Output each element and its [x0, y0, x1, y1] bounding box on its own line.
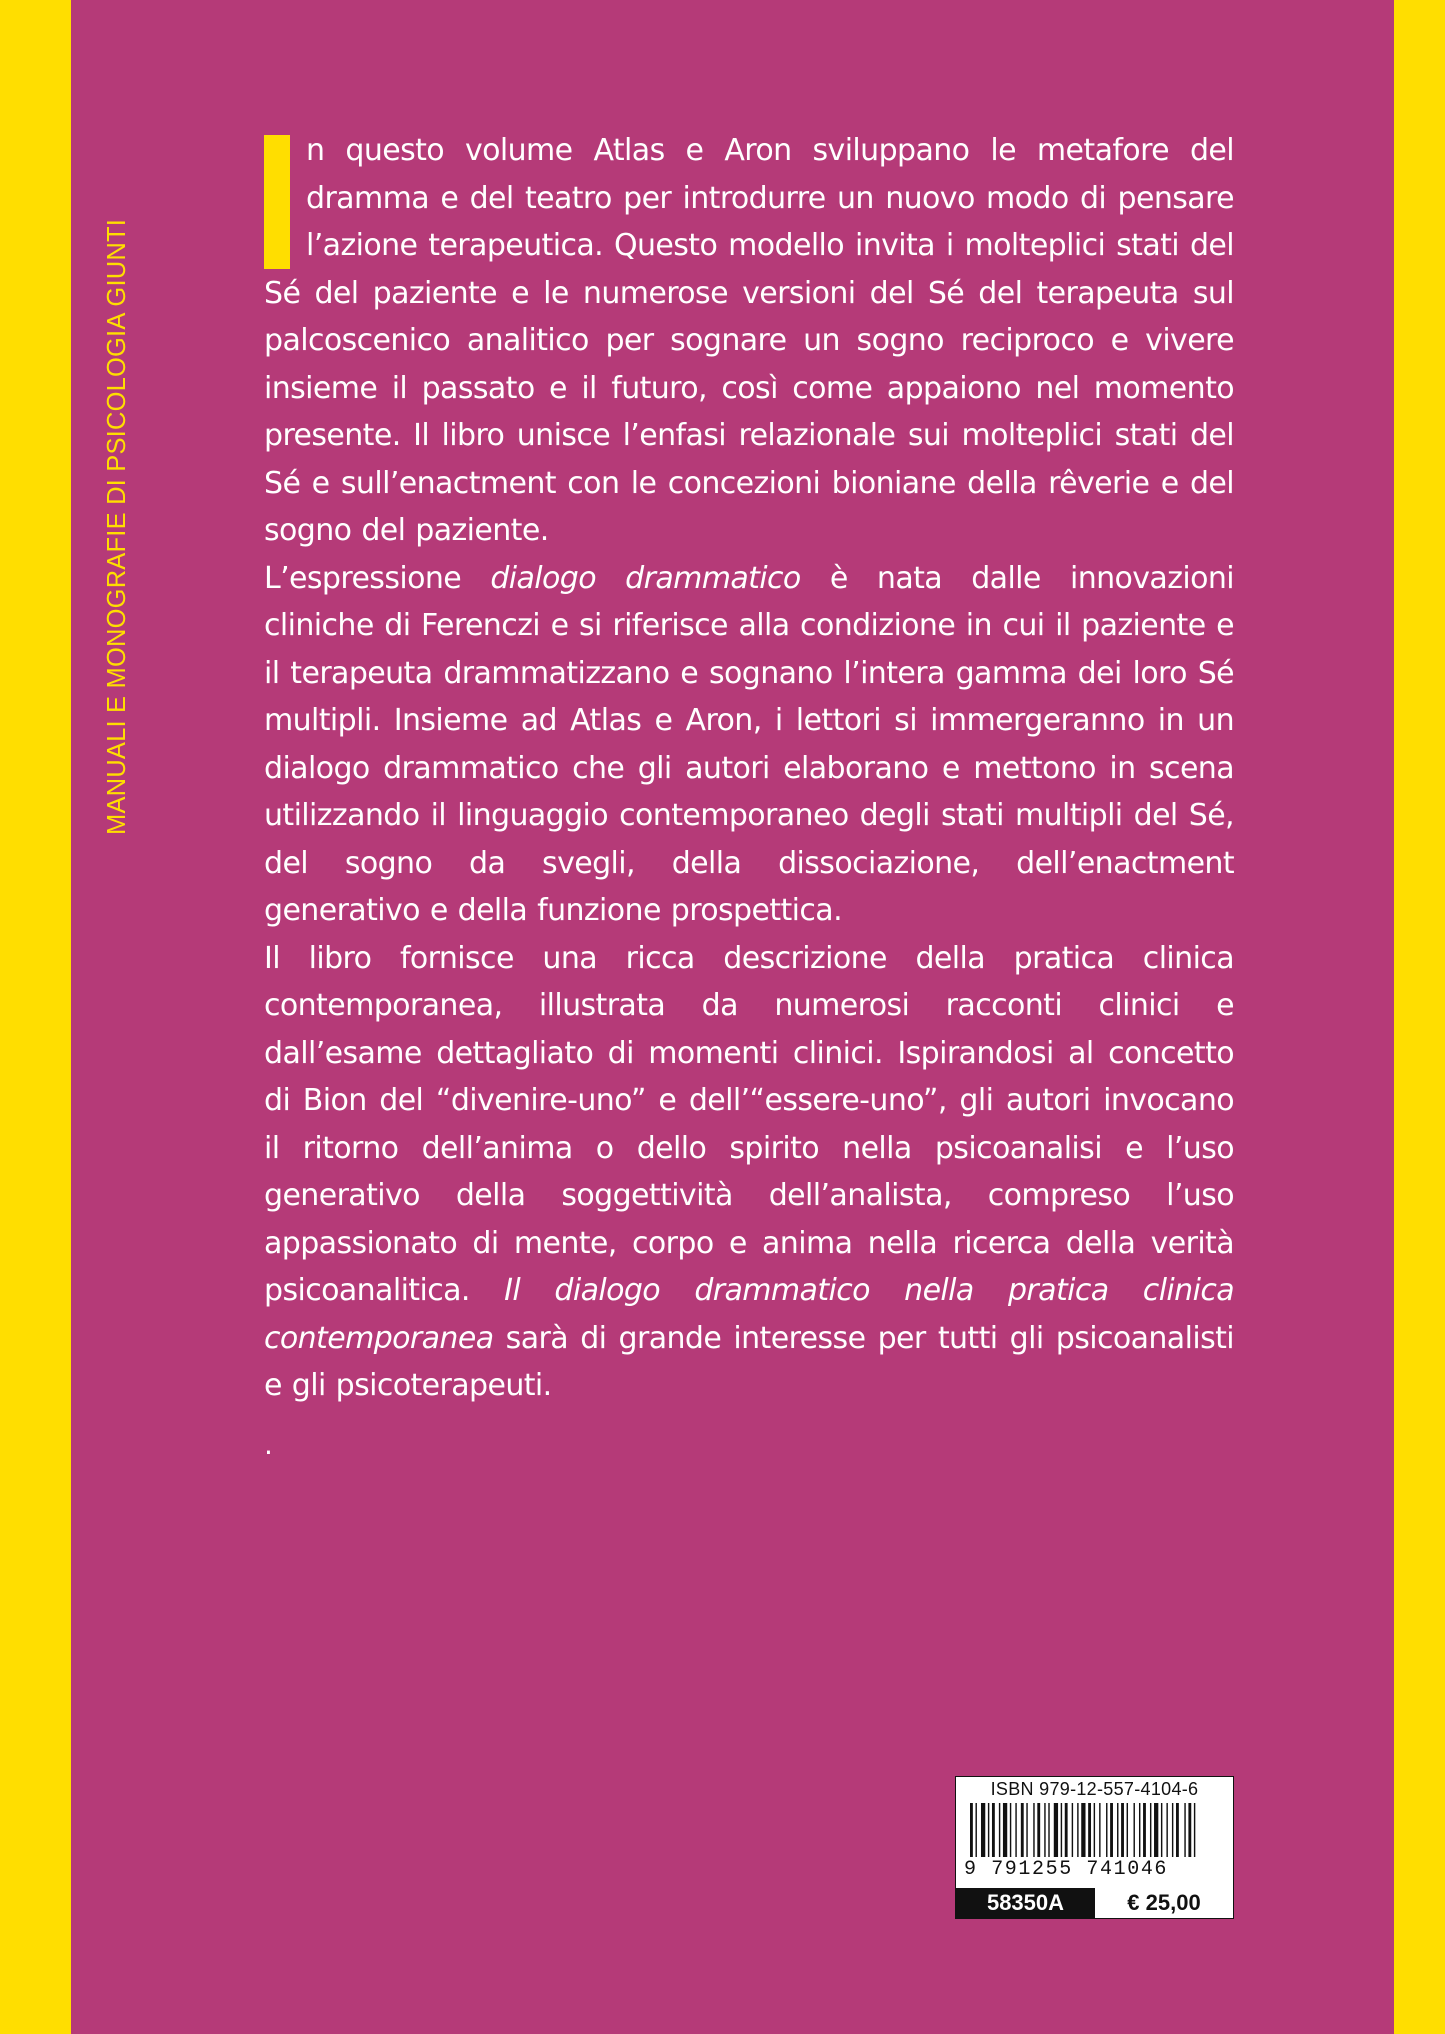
barcode-bar: [1110, 1803, 1113, 1857]
barcode-bar: [1003, 1803, 1007, 1857]
barcode-bar: [1033, 1803, 1034, 1857]
right-accent-stripe: [1394, 0, 1445, 2034]
barcode-bar: [1134, 1803, 1135, 1857]
barcode-label: [955, 1776, 1234, 1919]
barcode-bar: [1081, 1803, 1085, 1857]
barcode-bar: [1188, 1803, 1191, 1857]
barcode-bar: [988, 1803, 989, 1857]
blurb-paragraph-3: [264, 935, 1234, 1410]
barcode-bar: [1176, 1803, 1179, 1857]
blurb-paragraph-3-text-a: Il libro fornisce una ricca descrizione della pratica clinica contemporanea, illustrata da numerosi racconti clinici e dall’esame dettagliato di momenti clinici. Ispirandosi al concetto di Bion del “divenire-uno” e dell’“essere-uno”, gli autori invocano il ritorno dell’anima o dello spirito nella psicoanalisi e l’uso generativo della soggettività dell’analista, compreso l’uso appassionato di mente, corpo e anima nella ricerca della verità psicoanalitica.: [264, 940, 1234, 1308]
isbn-label: ISBN 979-12-557-4104-6: [990, 1779, 1199, 1799]
initial-i-bar: [264, 135, 290, 269]
barcode-bar: [1077, 1803, 1078, 1857]
blurb-paragraph-1-text: n questo volume Atlas e Aron sviluppano le metafore del dramma e del teatro per introdurre un nuovo modo di pensare l’azione terapeutica. Questo modello invita i molteplici stati del Sé del paziente e le numerose versioni del Sé del terapeuta sul palcoscenico analitico per sognare un sogno reciproco e vivere insieme il passato e il futuro, così come appaiono nel momento presente. Il libro unisce l’enfasi relazionale sui molteplici stati del Sé e sull’enactment con le concezioni bioniane della rêverie e del sogno del paziente.: [264, 133, 1234, 548]
barcode-bar: [1088, 1803, 1091, 1857]
barcode-bar: [1099, 1803, 1100, 1857]
barcode-bar: [1139, 1803, 1140, 1857]
barcode-bar: [1154, 1803, 1158, 1857]
blurb-paragraph-2-italic: dialogo drammatico: [490, 560, 801, 596]
barcode-bar: [975, 1803, 976, 1857]
product-code: 58350A: [956, 1888, 1095, 1918]
trailing-dot: .: [264, 1428, 273, 1461]
blurb-paragraph-3-italic: Il dialogo drammatico nella pratica clinica contemporanea: [264, 1273, 1234, 1356]
barcode-bar: [1061, 1803, 1062, 1857]
barcode-bar: [1150, 1803, 1151, 1857]
blurb-paragraph-2-text-b: è nata dalle innovazioni cliniche di Ferenczi e si riferisce alla condizione in cui il paziente e il terapeuta drammatizzano e sognano l’intera gamma dei loro Sé multipli. Insieme ad Atlas e Aron, i lettori si immergeranno in un dialogo drammatico che gli autori elaborano e mettono in scena utilizzando il linguaggio contemporaneo degli stati multipli del Sé, del sogno da svegli, della dissociazione, dell’enactment generativo e della funzione prospettica.: [264, 560, 1234, 928]
barcode-bar: [1037, 1803, 1040, 1857]
barcode-bar: [1065, 1803, 1068, 1857]
barcode-bar: [1044, 1803, 1045, 1857]
barcode-bar: [1127, 1803, 1128, 1857]
barcode-bar: [1143, 1803, 1146, 1857]
barcode-bar: [1172, 1803, 1173, 1857]
barcode-bar: [1015, 1803, 1016, 1857]
barcode-bar: [1094, 1803, 1095, 1857]
price-label: € 25,00: [1095, 1888, 1233, 1918]
series-title: MANUALI E MONOGRAFIE DI PSICOLOGIA GIUNTI: [103, 218, 131, 835]
barcode-bar: [992, 1803, 995, 1857]
barcode-bar: [1054, 1803, 1058, 1857]
back-cover-blurb: [264, 127, 1234, 1410]
barcode-bar: [981, 1803, 985, 1857]
barcode-bar: [1194, 1803, 1195, 1857]
blurb-paragraph-3-text-b: sarà di grande interesse per tutti gli psicoanalisti e gli psicoterapeuti.: [264, 1320, 1234, 1403]
barcode-bar: [970, 1803, 973, 1857]
barcode-bars-graphic: [970, 1803, 1220, 1859]
left-accent-stripe: [0, 0, 71, 2034]
barcode-bar: [1048, 1803, 1049, 1857]
barcode-bar: [1166, 1803, 1167, 1857]
barcode-bar: [1117, 1803, 1118, 1857]
barcode-bar: [1184, 1803, 1185, 1857]
blurb-paragraph-2: [264, 555, 1234, 935]
barcode-bar: [1121, 1803, 1124, 1857]
barcode-bar: [1106, 1803, 1107, 1857]
blurb-paragraph-1: [264, 127, 1234, 555]
blurb-paragraph-2-text-a: L’espressione: [264, 560, 491, 596]
barcode-bar: [1161, 1803, 1162, 1857]
barcode-bar: [1010, 1803, 1011, 1857]
ean-digits: 9 791255 741046: [964, 1858, 1169, 1881]
barcode-bar: [1072, 1803, 1073, 1857]
barcode-bar: [1021, 1803, 1024, 1857]
barcode-bar: [1026, 1803, 1027, 1857]
barcode-bar: [999, 1803, 1000, 1857]
